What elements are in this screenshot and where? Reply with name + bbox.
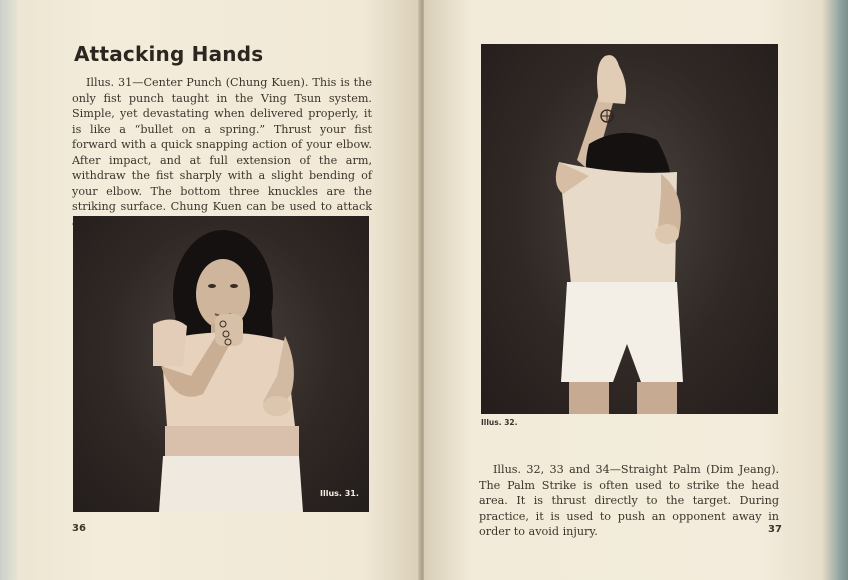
right-page — [424, 0, 822, 580]
photo-illus-32 — [481, 44, 778, 414]
left-page — [18, 0, 422, 580]
page-heading: Attacking Hands — [74, 42, 264, 66]
book-edge-right — [822, 0, 848, 580]
page-number-left: 36 — [72, 523, 86, 534]
photo-label-illus-31: Illus. 31. — [320, 489, 359, 498]
woman-straight-palm-figure — [481, 44, 778, 414]
photo-illus-31 — [73, 216, 369, 512]
straight-palm-paragraph: Illus. 32, 33 and 34—Straight Palm (Dim Jeang). The Palm Strike is often used to strike the head area. It is thrust directly to the target. During practice, it is used to push an opponent away in order to avoid injury. — [479, 463, 779, 538]
book-edge-left — [0, 0, 18, 580]
page-number-right: 37 — [768, 524, 782, 535]
photo-caption-illus-32: Illus. 32. — [481, 418, 518, 427]
center-punch-paragraph: Illus. 31—Center Punch (Chung Kuen). This is the only fist punch taught in the Ving Tsun system. Simple, yet devastating when delivered properly, it is like a “bullet on a spring.” Thrust your fist forward with a quick snapping action of your elbow. After impact, and at full extension of the arm, withdraw the fist sharply with a slight bending of your elbow. The bottom three knuckles are the striking surface. Chung Kuen can be used to attack — [72, 76, 372, 213]
woman-center-punch-figure — [73, 216, 369, 512]
